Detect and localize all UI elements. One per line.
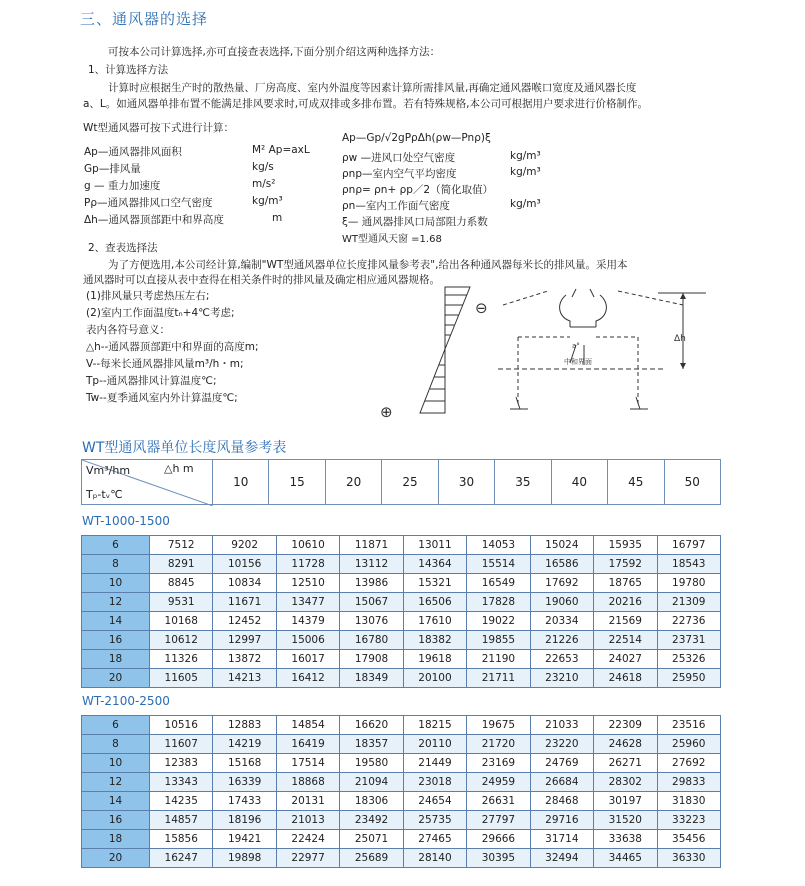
airflow-cell: 13986 bbox=[340, 574, 403, 593]
method1-line2: a、L。如通风器单排布置不能满足排风要求时,可成双排或多排布置。若有特殊规格,本公司可根据用户要求进行价格制作。 bbox=[83, 98, 648, 110]
corner-h-label: △h m bbox=[164, 462, 194, 475]
airflow-cell: 17610 bbox=[403, 612, 466, 631]
airflow-cell: 12510 bbox=[276, 574, 339, 593]
airflow-cell: 9202 bbox=[213, 536, 276, 555]
table-row bbox=[82, 735, 721, 754]
header-col: 35 bbox=[495, 460, 551, 505]
airflow-cell: 23018 bbox=[403, 773, 466, 792]
airflow-cell: 15856 bbox=[150, 830, 213, 849]
airflow-cell: 20216 bbox=[594, 593, 657, 612]
airflow-cell: 23516 bbox=[657, 716, 721, 735]
method2-title: 2、查表选择法 bbox=[88, 242, 158, 254]
airflow-cell: 13076 bbox=[340, 612, 403, 631]
airflow-cell: 22514 bbox=[594, 631, 657, 650]
airflow-cell: 19060 bbox=[530, 593, 593, 612]
airflow-cell: 20110 bbox=[403, 735, 466, 754]
header-col: 40 bbox=[551, 460, 607, 505]
airflow-cell: 20334 bbox=[530, 612, 593, 631]
neutral-plane-label: 中和界面 bbox=[564, 358, 592, 366]
airflow-cell: 22653 bbox=[530, 650, 593, 669]
airflow-cell: 14364 bbox=[403, 555, 466, 574]
airflow-cell: 12997 bbox=[213, 631, 276, 650]
method2-line2: 通风器时可以直接从表中查得在相关条件时的排风量及确定相应通风器规格。 bbox=[83, 274, 440, 286]
header-col: 30 bbox=[438, 460, 494, 505]
formula-item: ξ— 通风器排风口局部阻力系数 bbox=[342, 216, 488, 228]
airflow-cell: 23169 bbox=[467, 754, 530, 773]
airflow-cell: 25326 bbox=[657, 650, 721, 669]
table2-title: WT-2100-2500 bbox=[82, 694, 170, 708]
airflow-cell: 28468 bbox=[530, 792, 593, 811]
airflow-cell: 21449 bbox=[403, 754, 466, 773]
formula-symbol: Δh bbox=[84, 214, 98, 226]
airflow-cell: 14219 bbox=[213, 735, 276, 754]
airflow-cell: 36330 bbox=[657, 849, 721, 868]
airflow-cell: 24628 bbox=[594, 735, 657, 754]
airflow-cell: 29716 bbox=[530, 811, 593, 830]
airflow-cell: 7512 bbox=[150, 536, 213, 555]
formula-unit: M² Ap=axL bbox=[252, 144, 310, 156]
airflow-cell: 24618 bbox=[594, 669, 657, 688]
airflow-cell: 15514 bbox=[467, 555, 530, 574]
airflow-cell: 30197 bbox=[594, 792, 657, 811]
height-label: Δh bbox=[674, 334, 686, 344]
airflow-cell: 17433 bbox=[213, 792, 276, 811]
formula-row bbox=[84, 212, 224, 227]
airflow-cell: 22309 bbox=[594, 716, 657, 735]
airflow-cell: 14857 bbox=[150, 811, 213, 830]
airflow-cell: 20100 bbox=[403, 669, 466, 688]
airflow-cell: 25950 bbox=[657, 669, 721, 688]
table1-title: WT-1000-1500 bbox=[82, 514, 170, 528]
airflow-cell: 33638 bbox=[594, 830, 657, 849]
airflow-cell: 16339 bbox=[213, 773, 276, 792]
row-temp-cell: 14 bbox=[82, 792, 150, 811]
row-temp-cell: 20 bbox=[82, 669, 150, 688]
formula-symbol: g bbox=[84, 180, 91, 192]
airflow-cell: 19580 bbox=[340, 754, 403, 773]
airflow-cell: 12883 bbox=[213, 716, 276, 735]
airflow-cell: 14854 bbox=[276, 716, 339, 735]
ventilator-diagram bbox=[478, 285, 718, 425]
formula-symbol: Pρ bbox=[84, 197, 97, 209]
airflow-cell: 21569 bbox=[594, 612, 657, 631]
table-row bbox=[82, 754, 721, 773]
airflow-cell: 9531 bbox=[150, 593, 213, 612]
airflow-cell: 11871 bbox=[340, 536, 403, 555]
formula-item: ρw —进风口处空气密度 bbox=[342, 152, 456, 164]
formula-unit: kg/m³ bbox=[252, 195, 283, 207]
main-formula: Ap—Gp/√2gPρΔh(ρw—Pnρ)ξ bbox=[342, 132, 491, 144]
airflow-cell: 10516 bbox=[150, 716, 213, 735]
airflow-cell: 31714 bbox=[530, 830, 593, 849]
note-item: (2)室内工作面温度tₙ+4℃考虑; bbox=[86, 307, 235, 319]
airflow-cell: 15067 bbox=[340, 593, 403, 612]
airflow-cell: 17908 bbox=[340, 650, 403, 669]
airflow-cell: 14235 bbox=[150, 792, 213, 811]
airflow-cell: 19618 bbox=[403, 650, 466, 669]
formula-symbol: Ap bbox=[84, 146, 98, 158]
formula-unit: kg/s bbox=[252, 161, 274, 173]
airflow-cell: 28302 bbox=[594, 773, 657, 792]
row-temp-cell: 16 bbox=[82, 811, 150, 830]
airflow-cell: 21013 bbox=[276, 811, 339, 830]
row-temp-cell: 16 bbox=[82, 631, 150, 650]
airflow-cell: 10156 bbox=[213, 555, 276, 574]
formula-unit: m bbox=[272, 212, 283, 224]
airflow-cell: 14213 bbox=[213, 669, 276, 688]
airflow-cell: 16780 bbox=[340, 631, 403, 650]
corner-v-label: Vm³/hm bbox=[86, 464, 131, 477]
formula-unit: kg/m³ bbox=[510, 198, 541, 210]
airflow-cell: 19780 bbox=[657, 574, 721, 593]
airflow-cell: 18357 bbox=[340, 735, 403, 754]
airflow-cell: 26684 bbox=[530, 773, 593, 792]
airflow-cell: 14379 bbox=[276, 612, 339, 631]
airflow-cell: 15321 bbox=[403, 574, 466, 593]
airflow-cell: 30395 bbox=[467, 849, 530, 868]
formula-desc: —通风器排风面积 bbox=[97, 146, 182, 158]
header-col: 15 bbox=[269, 460, 325, 505]
airflow-cell: 20131 bbox=[276, 792, 339, 811]
note-item: Tp--通风器排风计算温度℃; bbox=[86, 375, 217, 387]
airflow-cell: 22977 bbox=[276, 849, 339, 868]
airflow-cell: 19421 bbox=[213, 830, 276, 849]
airflow-cell: 27465 bbox=[403, 830, 466, 849]
airflow-cell: 31830 bbox=[657, 792, 721, 811]
formula-desc: —通风器排风口空气密度 bbox=[97, 197, 213, 209]
note-item: V--每米长通风器排风量m³/h・m; bbox=[86, 358, 244, 370]
airflow-cell: 23220 bbox=[530, 735, 593, 754]
row-temp-cell: 8 bbox=[82, 555, 150, 574]
airflow-cell: 19855 bbox=[467, 631, 530, 650]
airflow-cell: 19898 bbox=[213, 849, 276, 868]
table-row bbox=[82, 536, 721, 555]
calc-intro: Wt型通风器可按下式进行计算： bbox=[83, 122, 234, 134]
airflow-cell: 21309 bbox=[657, 593, 721, 612]
table-row bbox=[82, 849, 721, 868]
airflow-cell: 13872 bbox=[213, 650, 276, 669]
note-item: (1)排风量只考虑热压左右; bbox=[86, 290, 210, 302]
formula-row bbox=[84, 161, 141, 176]
airflow-cell: 32494 bbox=[530, 849, 593, 868]
airflow-cell: 18765 bbox=[594, 574, 657, 593]
intro-text: 可按本公司计算选择,亦可直接查表选择,下面分别介绍这两种选择方法： bbox=[108, 46, 441, 58]
airflow-cell: 23210 bbox=[530, 669, 593, 688]
table-row bbox=[82, 650, 721, 669]
airflow-cell: 11326 bbox=[150, 650, 213, 669]
airflow-cell: 19675 bbox=[467, 716, 530, 735]
airflow-cell: 18196 bbox=[213, 811, 276, 830]
airflow-cell: 12452 bbox=[213, 612, 276, 631]
airflow-cell: 21711 bbox=[467, 669, 530, 688]
plus-sign: ⊕ bbox=[380, 403, 393, 421]
minus-sign: ⊖ bbox=[475, 299, 488, 317]
formula-row bbox=[84, 178, 160, 193]
method1-line1: 计算时应根据生产时的散热量、厂房高度、室内外温度等因素计算所需排风量,再确定通风器喉口宽度及通风器长度 bbox=[108, 82, 637, 94]
airflow-cell: 18306 bbox=[340, 792, 403, 811]
airflow-cell: 35456 bbox=[657, 830, 721, 849]
row-temp-cell: 18 bbox=[82, 650, 150, 669]
row-temp-cell: 6 bbox=[82, 716, 150, 735]
airflow-cell: 16412 bbox=[276, 669, 339, 688]
note-item: Tw--夏季通风室内外计算温度℃; bbox=[86, 392, 238, 404]
airflow-cell: 16419 bbox=[276, 735, 339, 754]
formula-desc: — 重力加速度 bbox=[90, 180, 161, 192]
row-temp-cell: 18 bbox=[82, 830, 150, 849]
airflow-cell: 17514 bbox=[276, 754, 339, 773]
table-row bbox=[82, 593, 721, 612]
airflow-cell: 15006 bbox=[276, 631, 339, 650]
airflow-cell: 24769 bbox=[530, 754, 593, 773]
formula-unit: kg/m³ bbox=[510, 150, 541, 162]
airflow-cell: 16586 bbox=[530, 555, 593, 574]
table-title: WT型通风器单位长度风量参考表 bbox=[82, 440, 287, 456]
method2-line1: 为了方便选用,本公司经计算,编制"WT型通风器单位长度排风量参考表",给出各种通风器每米长的排风量。采用本 bbox=[108, 259, 628, 271]
airflow-cell: 21033 bbox=[530, 716, 593, 735]
airflow-cell: 16797 bbox=[657, 536, 721, 555]
airflow-cell: 27692 bbox=[657, 754, 721, 773]
row-temp-cell: 10 bbox=[82, 574, 150, 593]
airflow-cell: 24654 bbox=[403, 792, 466, 811]
airflow-cell: 25735 bbox=[403, 811, 466, 830]
airflow-cell: 16549 bbox=[467, 574, 530, 593]
table-row bbox=[82, 574, 721, 593]
formula-desc: —排风量 bbox=[98, 163, 141, 175]
airflow-cell: 17828 bbox=[467, 593, 530, 612]
airflow-cell: 11607 bbox=[150, 735, 213, 754]
table-row bbox=[82, 631, 721, 650]
airflow-cell: 21226 bbox=[530, 631, 593, 650]
corner-t-label: Tₚ-tᵥ℃ bbox=[86, 488, 123, 501]
airflow-cell: 11671 bbox=[213, 593, 276, 612]
airflow-cell: 24027 bbox=[594, 650, 657, 669]
note-item: △h--通风器顶部距中和界面的高度m; bbox=[86, 341, 259, 353]
airflow-cell: 24959 bbox=[467, 773, 530, 792]
formula-row bbox=[84, 144, 182, 159]
airflow-cell: 33223 bbox=[657, 811, 721, 830]
airflow-cell: 23731 bbox=[657, 631, 721, 650]
airflow-cell: 28140 bbox=[403, 849, 466, 868]
airflow-cell: 23492 bbox=[340, 811, 403, 830]
airflow-cell: 15935 bbox=[594, 536, 657, 555]
airflow-cell: 22424 bbox=[276, 830, 339, 849]
row-temp-cell: 12 bbox=[82, 773, 150, 792]
table1 bbox=[81, 535, 721, 688]
airflow-cell: 18382 bbox=[403, 631, 466, 650]
table-row bbox=[82, 830, 721, 849]
note-item: 表内各符号意义： bbox=[86, 324, 170, 336]
section-title: 三、通风器的选择 bbox=[80, 10, 209, 28]
airflow-cell: 12383 bbox=[150, 754, 213, 773]
table-header bbox=[81, 459, 721, 505]
table-row bbox=[82, 811, 721, 830]
formula-item: ρnρ= ρn+ ρp／2（简化取值） bbox=[342, 184, 494, 196]
airflow-cell: 21720 bbox=[467, 735, 530, 754]
airflow-cell: 19022 bbox=[467, 612, 530, 631]
formula-unit: kg/m³ bbox=[510, 166, 541, 178]
airflow-cell: 26631 bbox=[467, 792, 530, 811]
table-row bbox=[82, 773, 721, 792]
airflow-cell: 29833 bbox=[657, 773, 721, 792]
airflow-cell: 16017 bbox=[276, 650, 339, 669]
table-row bbox=[82, 669, 721, 688]
airflow-cell: 26271 bbox=[594, 754, 657, 773]
row-temp-cell: 10 bbox=[82, 754, 150, 773]
airflow-cell: 22736 bbox=[657, 612, 721, 631]
airflow-cell: 13343 bbox=[150, 773, 213, 792]
table-row bbox=[82, 716, 721, 735]
airflow-cell: 21094 bbox=[340, 773, 403, 792]
formula-item: WT型通风天窗 =1.68 bbox=[342, 234, 442, 245]
airflow-cell: 16620 bbox=[340, 716, 403, 735]
airflow-cell: 17692 bbox=[530, 574, 593, 593]
header-col: 20 bbox=[325, 460, 381, 505]
airflow-cell: 25071 bbox=[340, 830, 403, 849]
airflow-cell: 18215 bbox=[403, 716, 466, 735]
table-row bbox=[82, 612, 721, 631]
airflow-cell: 18543 bbox=[657, 555, 721, 574]
table-row bbox=[82, 555, 721, 574]
airflow-cell: 13011 bbox=[403, 536, 466, 555]
airflow-cell: 10610 bbox=[276, 536, 339, 555]
header-col: 45 bbox=[608, 460, 664, 505]
airflow-cell: 13477 bbox=[276, 593, 339, 612]
formula-item: ρn—室内工作面气密度 bbox=[342, 200, 450, 212]
row-temp-cell: 14 bbox=[82, 612, 150, 631]
table-row bbox=[82, 792, 721, 811]
table2 bbox=[81, 715, 721, 868]
airflow-cell: 15024 bbox=[530, 536, 593, 555]
formula-item: ρnp—室内空气平均密度 bbox=[342, 168, 457, 180]
formula-symbol: Gp bbox=[84, 163, 99, 175]
airflow-cell: 16247 bbox=[150, 849, 213, 868]
airflow-cell: 14053 bbox=[467, 536, 530, 555]
angle-label: a° bbox=[572, 342, 580, 350]
airflow-cell: 17592 bbox=[594, 555, 657, 574]
airflow-cell: 8291 bbox=[150, 555, 213, 574]
airflow-cell: 25689 bbox=[340, 849, 403, 868]
header-col: 50 bbox=[664, 460, 721, 505]
method1-title: 1、计算选择方法 bbox=[88, 64, 169, 76]
airflow-cell: 34465 bbox=[594, 849, 657, 868]
row-temp-cell: 6 bbox=[82, 536, 150, 555]
airflow-cell: 29666 bbox=[467, 830, 530, 849]
airflow-cell: 10612 bbox=[150, 631, 213, 650]
airflow-cell: 18349 bbox=[340, 669, 403, 688]
formula-row bbox=[84, 195, 213, 210]
airflow-cell: 13112 bbox=[340, 555, 403, 574]
airflow-cell: 10168 bbox=[150, 612, 213, 631]
header-col: 10 bbox=[213, 460, 269, 505]
row-temp-cell: 12 bbox=[82, 593, 150, 612]
airflow-cell: 11605 bbox=[150, 669, 213, 688]
airflow-cell: 15168 bbox=[213, 754, 276, 773]
header-corner-cell bbox=[82, 460, 213, 505]
row-temp-cell: 20 bbox=[82, 849, 150, 868]
formula-desc: —通风器顶部距中和界高度 bbox=[97, 214, 224, 226]
airflow-cell: 8845 bbox=[150, 574, 213, 593]
header-col: 25 bbox=[382, 460, 438, 505]
airflow-cell: 10834 bbox=[213, 574, 276, 593]
airflow-cell: 21190 bbox=[467, 650, 530, 669]
airflow-cell: 11728 bbox=[276, 555, 339, 574]
airflow-cell: 31520 bbox=[594, 811, 657, 830]
row-temp-cell: 8 bbox=[82, 735, 150, 754]
airflow-cell: 27797 bbox=[467, 811, 530, 830]
airflow-cell: 25960 bbox=[657, 735, 721, 754]
airflow-cell: 18868 bbox=[276, 773, 339, 792]
airflow-cell: 16506 bbox=[403, 593, 466, 612]
formula-unit: m/s² bbox=[252, 178, 276, 190]
